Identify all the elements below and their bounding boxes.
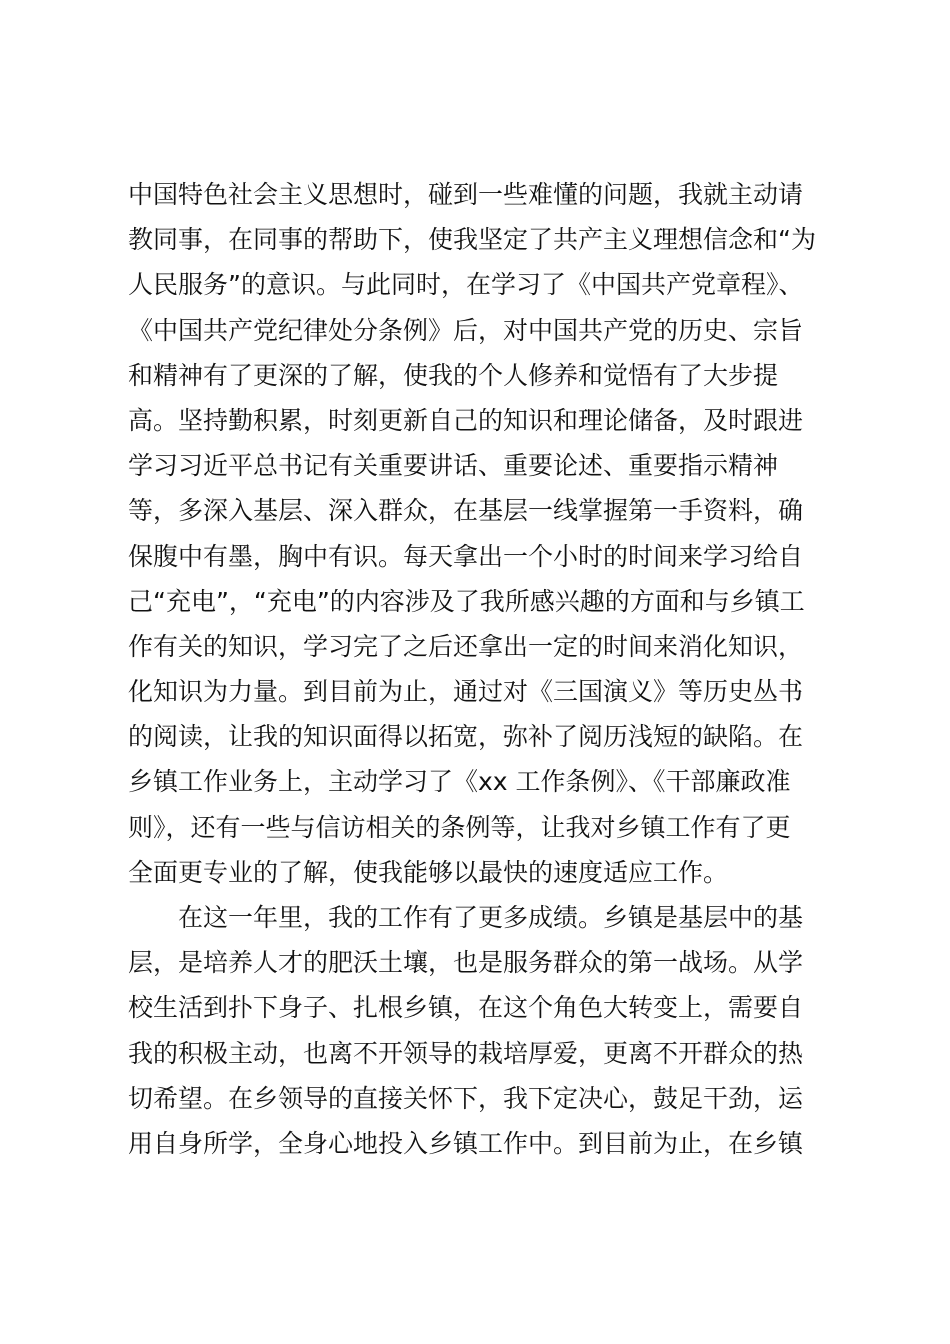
text-line: 《中国共产党纪律处分条例》后，对中国共产党的历史、宗旨 <box>128 315 804 345</box>
text-line: 我的积极主动，也离不开领导的栽培厚爱，更离不开群众的热 <box>128 1038 804 1068</box>
text-line: 切希望。在乡领导的直接关怀下，我下定决心，鼓足干劲，运 <box>128 1083 804 1113</box>
text-line: 层，是培养人才的肥沃土壤，也是服务群众的第一战场。从学 <box>128 948 804 978</box>
text-line: 校生活到扑下身子、扎根乡镇，在这个角色大转变上，需要自 <box>128 993 804 1023</box>
text-line: 人民服务”的意识。与此同时，在学习了《中国共产党章程》、 <box>128 270 804 300</box>
text-line: 化知识为力量。到目前为止，通过对《三国演义》等历史丛书 <box>128 677 804 707</box>
text-line: 己“充电”，“充电”的内容涉及了我所感兴趣的方面和与乡镇工 <box>128 586 805 616</box>
text-line: 中国特色社会主义思想时，碰到一些难懂的问题，我就主动请 <box>128 180 804 209</box>
text-line: 用自身所学，全身心地投入乡镇工作中。到目前为止，在乡镇 <box>128 1128 804 1158</box>
body-text <box>128 172 828 1166</box>
text-line: 乡镇工作业务上，主动学习了《xx 工作条例》、《干部廉政准 <box>128 767 791 797</box>
text-line: 则》，还有一些与信访相关的条例等，让我对乡镇工作有了更 <box>128 812 791 842</box>
text-line: 作有关的知识，学习完了之后还拿出一定的时间来消化知识， <box>128 631 804 661</box>
text-line: 全面更专业的了解，使我能够以最快的速度适应工作。 <box>128 857 729 887</box>
paragraph-start-line: 在这一年里，我的工作有了更多成绩。乡镇是基层中的基 <box>178 903 804 932</box>
text-line: 高。坚持勤积累，时刻更新自己的知识和理论储备，及时跟进 <box>128 405 804 435</box>
text-line: 的阅读，让我的知识面得以拓宽，弥补了阅历浅短的缺陷。在 <box>128 722 804 752</box>
text-line: 和精神有了更深的了解，使我的个人修养和觉悟有了大步提 <box>128 360 779 390</box>
text-line: 保腹中有墨，胸中有识。每天拿出一个小时的时间来学习给自 <box>128 541 804 571</box>
text-line: 教同事，在同事的帮助下，使我坚定了共产主义理想信念和“为 <box>128 225 816 255</box>
text-line: 学习习近平总书记有关重要讲话、重要论述、重要指示精神 <box>128 451 779 481</box>
text-line: 等，多深入基层、深入群众，在基层一线掌握第一手资料，确 <box>128 496 804 526</box>
